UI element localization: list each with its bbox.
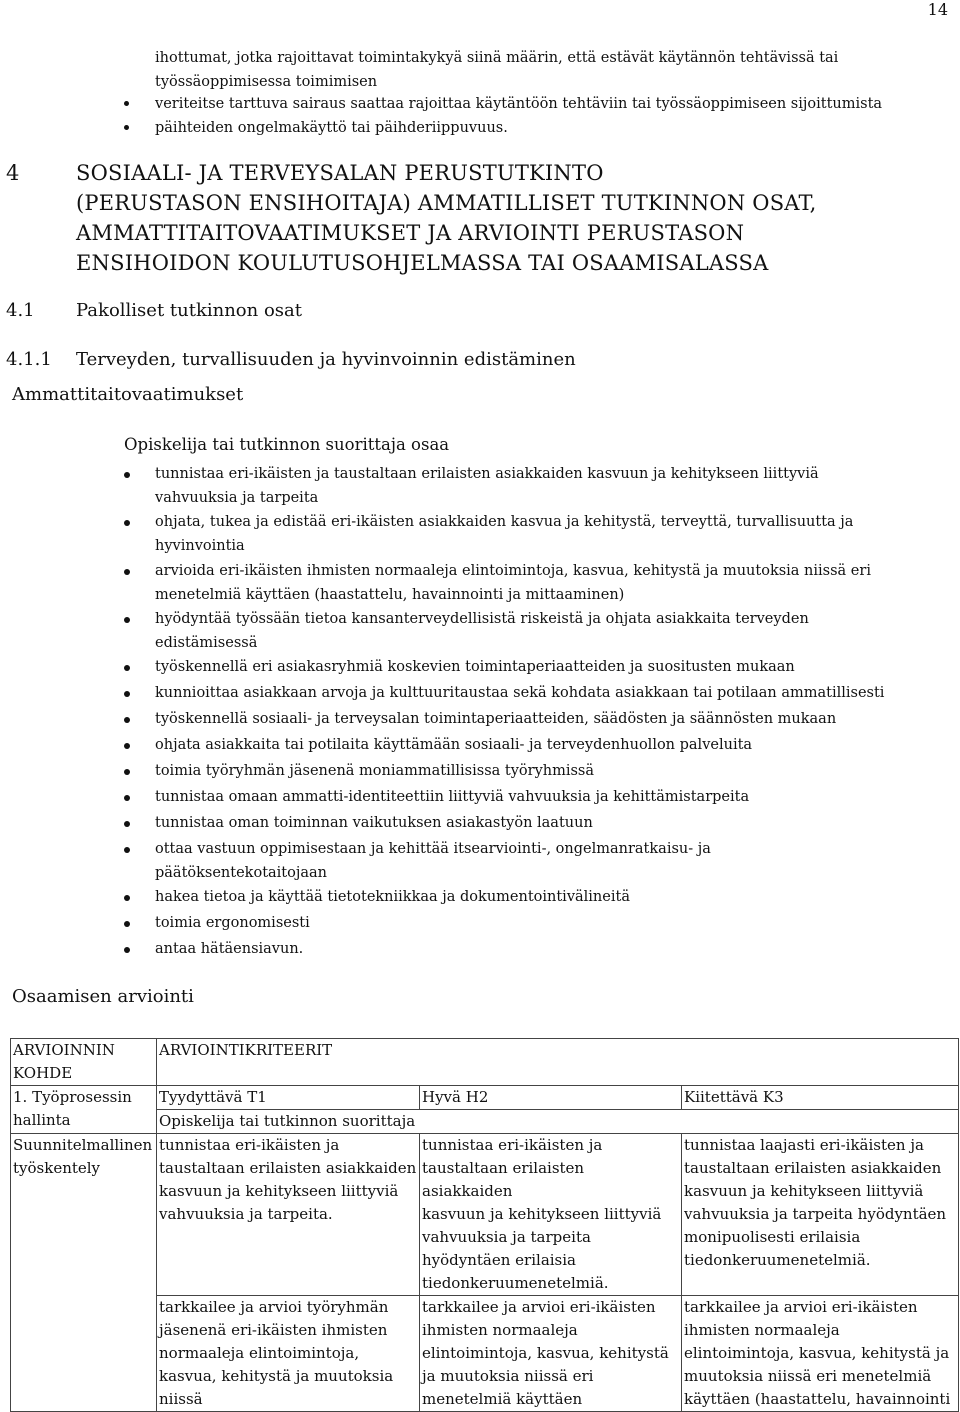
requirements-label: Ammattitaitovaatimukset xyxy=(12,384,244,405)
cell-line: KOHDE xyxy=(13,1064,73,1082)
skill-item xyxy=(155,559,945,607)
bullet-icon xyxy=(124,921,130,927)
skill-item xyxy=(155,462,945,510)
cell-line: taustaltaan erilaisten asiakkaiden xyxy=(159,1159,417,1177)
cell-line: tunnistaa laajasti eri-ikäisten ja xyxy=(684,1136,924,1154)
skill-line: hyvinvointia xyxy=(155,538,245,554)
skill-item: ohjata asiakkaita tai potilaita käyttämään sosiaali- ja terveydenhuollon palveluita xyxy=(155,737,753,753)
table-cell-h2-criteria xyxy=(420,1134,682,1296)
skill-item xyxy=(155,607,945,655)
skill-item: toimia työryhmän jäsenenä moniammatillisissa työryhmissä xyxy=(155,763,595,779)
skill-item: hakea tietoa ja käyttää tietotekniikkaa ja dokumentointivälineitä xyxy=(155,889,630,905)
cell-line: kasvuun ja kehitykseen liittyviä xyxy=(159,1182,399,1200)
cell-line: muutoksia niissä eri menetelmiä xyxy=(684,1367,932,1385)
subsection-title: Pakolliset tutkinnon osat xyxy=(76,300,302,321)
skill-line: tunnistaa eri-ikäisten ja taustaltaan erilaisten asiakkaiden kasvuun ja kehitykseen liittyviä xyxy=(155,466,819,482)
table-row xyxy=(11,1039,959,1086)
table-row xyxy=(11,1134,959,1296)
bullet-icon xyxy=(124,795,130,801)
skill-line: edistämisessä xyxy=(155,635,258,651)
section-title-line: (PERUSTASON ENSIHOITAJA) AMMATILLISET TUTKINNON OSAT, xyxy=(76,191,817,215)
cell-line: tarkkailee ja arvioi työryhmän xyxy=(159,1298,389,1316)
table-cell-k3-criteria xyxy=(682,1134,959,1296)
skill-item xyxy=(155,510,945,558)
section-title xyxy=(76,158,946,278)
table-cell-h2-criteria xyxy=(420,1296,682,1412)
bullet-icon xyxy=(124,821,130,827)
skill-line: vahvuuksia ja tarpeita xyxy=(155,490,319,506)
skills-intro: Opiskelija tai tutkinnon suorittaja osaa xyxy=(124,435,450,454)
table-header-kohde xyxy=(11,1039,157,1086)
bullet-icon xyxy=(124,472,130,478)
bullet-icon xyxy=(124,665,130,671)
table-cell-level-h2: Hyvä H2 xyxy=(420,1086,682,1110)
table-cell-t1-criteria xyxy=(157,1296,420,1412)
bullet-icon xyxy=(124,743,130,749)
cell-line: käyttäen (haastattelu, havainnointi xyxy=(684,1390,951,1408)
cell-line: kasvuun ja kehitykseen liittyviä xyxy=(684,1182,924,1200)
section-title-line: ENSIHOIDON KOULUTUSOHJELMASSA TAI OSAAMISALASSA xyxy=(76,251,769,275)
cell-line: tiedonkeruumenetelmiä. xyxy=(684,1251,871,1269)
skill-line: päätöksentekotaitojaan xyxy=(155,865,327,881)
table-cell-student: Opiskelija tai tutkinnon suorittaja xyxy=(157,1110,959,1134)
skill-item: kunnioittaa asiakkaan arvoja ja kulttuuritaustaa sekä kohdata asiakkaan tai potilaan ammatillisesti xyxy=(155,685,885,701)
cell-line: hallinta xyxy=(13,1111,71,1129)
page-number: 14 xyxy=(927,0,948,19)
cell-line: ihmisten normaaleja xyxy=(684,1321,840,1339)
subsection-number: 4.1 xyxy=(6,300,35,321)
cell-line: normaaleja elintoimintoja, xyxy=(159,1344,360,1362)
skill-line: arvioida eri-ikäisten ihmisten normaaleja elintoimintoja, kasvua, kehitystä ja muutoksia niissä eri xyxy=(155,563,871,579)
cell-line: taustaltaan erilaisten asiakkaiden xyxy=(422,1159,585,1200)
subsubsection-number: 4.1.1 xyxy=(6,349,52,370)
skill-item: antaa hätäensiavun. xyxy=(155,941,304,957)
bullet-icon xyxy=(124,717,130,723)
table-row xyxy=(11,1086,959,1110)
assessment-table xyxy=(10,1038,959,1412)
cell-line: vahvuuksia ja tarpeita hyödyntäen xyxy=(684,1205,947,1223)
cell-line: työskentely xyxy=(13,1159,101,1177)
table-cell-level-k3: Kiitettävä K3 xyxy=(682,1086,959,1110)
bullet-icon xyxy=(124,101,129,106)
cell-line: tarkkailee ja arvioi eri-ikäisten xyxy=(684,1298,918,1316)
cell-line: Suunnitelmallinen xyxy=(13,1136,153,1154)
table-cell-planning xyxy=(11,1134,157,1412)
skill-item xyxy=(155,837,945,885)
cell-line: tiedonkeruumenetelmiä. xyxy=(422,1274,609,1292)
cell-line: monipuolisesti erilaisia xyxy=(684,1228,861,1246)
skill-item: työskennellä sosiaali- ja terveysalan toimintaperiaatteiden, säädösten ja säännösten mukaan xyxy=(155,711,837,727)
bullet-icon xyxy=(124,769,130,775)
cell-line: hyödyntäen erilaisia xyxy=(422,1251,576,1269)
cell-line: elintoimintoja, kasvua, kehitystä ja xyxy=(684,1344,950,1362)
bullet-icon xyxy=(124,569,130,575)
bullet-icon xyxy=(124,520,130,526)
cell-line: kasvua, kehitystä ja muutoksia xyxy=(159,1367,394,1385)
cell-line: vahvuuksia ja tarpeita xyxy=(422,1228,591,1246)
cell-line: jäsenenä eri-ikäisten ihmisten xyxy=(159,1321,388,1339)
section-title-line: SOSIAALI- JA TERVEYSALAN PERUSTUTKINTO xyxy=(76,161,604,185)
cell-line: tarkkailee ja arvioi eri-ikäisten xyxy=(422,1298,656,1316)
cell-line: vahvuuksia ja tarpeita. xyxy=(159,1205,333,1223)
skill-item: tunnistaa omaan ammatti-identiteettiin liittyviä vahvuuksia ja kehittämistarpeita xyxy=(155,789,750,805)
cell-line: ihmisten normaaleja xyxy=(422,1321,578,1339)
table-cell-level-t1: Tyydyttävä T1 xyxy=(157,1086,420,1110)
bullet-icon xyxy=(124,617,130,623)
bullet-icon xyxy=(124,947,130,953)
list-continuation-line: ihottumat, jotka rajoittavat toimintakykyä siinä määrin, että estävät käytännön tehtävissä tai xyxy=(155,50,839,66)
list-continuation-line: työssäoppimisessa toimimisen xyxy=(155,74,378,90)
bullet-icon xyxy=(124,847,130,853)
skill-line: menetelmiä käyttäen (haastattelu, havainnointi ja mittaaminen) xyxy=(155,587,625,603)
assessment-label: Osaamisen arviointi xyxy=(12,986,194,1007)
cell-line: ARVIOINNIN xyxy=(13,1041,115,1059)
skill-item: työskennellä eri asiakasryhmiä koskevien toimintaperiaatteiden ja suositusten mukaan xyxy=(155,659,795,675)
cell-line: taustaltaan erilaisten asiakkaiden xyxy=(684,1159,942,1177)
section-number: 4 xyxy=(6,161,20,185)
bullet-icon xyxy=(124,895,130,901)
list-item: päihteiden ongelmakäyttö tai päihderiippuvuus. xyxy=(155,120,508,136)
cell-line: kasvuun ja kehitykseen liittyviä xyxy=(422,1205,662,1223)
cell-line: tunnistaa eri-ikäisten ja xyxy=(422,1136,603,1154)
table-cell-t1-criteria xyxy=(157,1134,420,1296)
section-title-line: AMMATTITAITOVAATIMUKSET JA ARVIOINTI PERUSTASON xyxy=(76,221,745,245)
skill-item: toimia ergonomisesti xyxy=(155,915,310,931)
cell-line: elintoimintoja, kasvua, kehitystä xyxy=(422,1344,669,1362)
list-item: veriteitse tarttuva sairaus saattaa rajoittaa käytäntöön tehtäviin tai työssäoppimiseen sijoittumista xyxy=(155,96,883,112)
cell-line: tunnistaa eri-ikäisten ja xyxy=(159,1136,340,1154)
cell-line: ja muutoksia niissä eri xyxy=(422,1367,594,1385)
skill-line: ottaa vastuun oppimisestaan ja kehittää itsearviointi-, ongelmanratkaisu- ja xyxy=(155,841,711,857)
cell-line: 1. Työprosessin xyxy=(13,1088,132,1106)
bullet-icon xyxy=(124,125,129,130)
bullet-icon xyxy=(124,691,130,697)
skill-line: hyödyntää työssään tietoa kansanterveydellisistä riskeistä ja ohjata asiakkaita terveyden xyxy=(155,611,809,627)
subsubsection-title: Terveyden, turvallisuuden ja hyvinvoinnin edistäminen xyxy=(76,349,576,370)
table-cell-k3-criteria xyxy=(682,1296,959,1412)
list-continuation xyxy=(155,46,935,94)
cell-line: menetelmiä käyttäen xyxy=(422,1390,583,1408)
skill-item: tunnistaa oman toiminnan vaikutuksen asiakastyön laatuun xyxy=(155,815,593,831)
cell-line: niissä xyxy=(159,1390,203,1408)
skill-line: ohjata, tukea ja edistää eri-ikäisten asiakkaiden kasvua ja kehitystä, terveyttä, turvallisuutta ja xyxy=(155,514,854,530)
table-cell-process xyxy=(11,1086,157,1134)
table-header-kriteerit: ARVIOINTIKRITEERIT xyxy=(157,1039,959,1086)
